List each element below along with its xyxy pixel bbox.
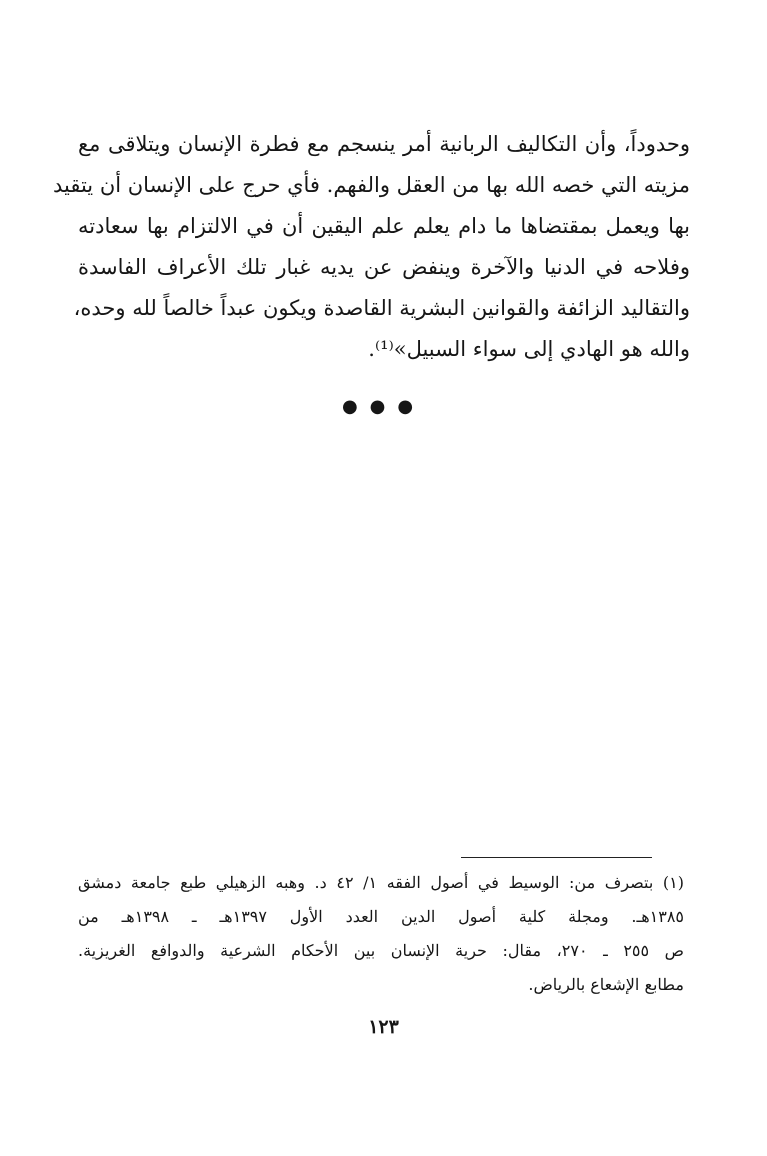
footnote-line: مطابع الإشعاع بالرياض. [528,975,684,994]
body-line: وحدوداً، وأن التكاليف الربانية أمر ينسجم مع فطرة الإنسان ويتلاقى مع [78,132,690,156]
body-line: والتقاليد الزائفة والقوانين البشرية القاصدة ويكون عبداً خالصاً لله وحده، [73,296,690,320]
footnotes [78,866,684,1002]
body-line: وفلاحه في الدنيا والآخرة وينفض عن يديه غبار تلك الأعراف الفاسدة [78,255,690,279]
footnote-line: ١٣٨٥هـ. ومجلة كلية أصول الدين العدد الأول ١٣٩٧هـ ـ ١٣٩٨هـ من [78,907,685,926]
page-number: ١٢٣ [368,1016,399,1038]
body-paragraph [52,124,690,370]
body-line: مزيته التي خصه الله بها من العقل والفهم. فأي حرج على الإنسان أن يتقيد [52,173,690,197]
footnote-line: ص ٢٥٥ ـ ٢٧٠، مقال: حرية الإنسان بين الأحكام الشرعية والدوافع الغريزية. [78,941,685,960]
footnote-line: (١) بتصرف من: الوسيط في أصول الفقه ١/ ٤٢ د. وهبه الزهيلي طبع جامعة دمشق [78,873,684,892]
body-line: والله هو الهادي إلى سواء السبيل»⁽¹⁾. [368,337,690,361]
body-line: بها ويعمل بمقتضاها ما دام يعلم علم اليقين أن في الالتزام بها سعادته [78,214,690,238]
footnote-divider [461,857,652,858]
section-separator: ●●● [341,396,426,417]
